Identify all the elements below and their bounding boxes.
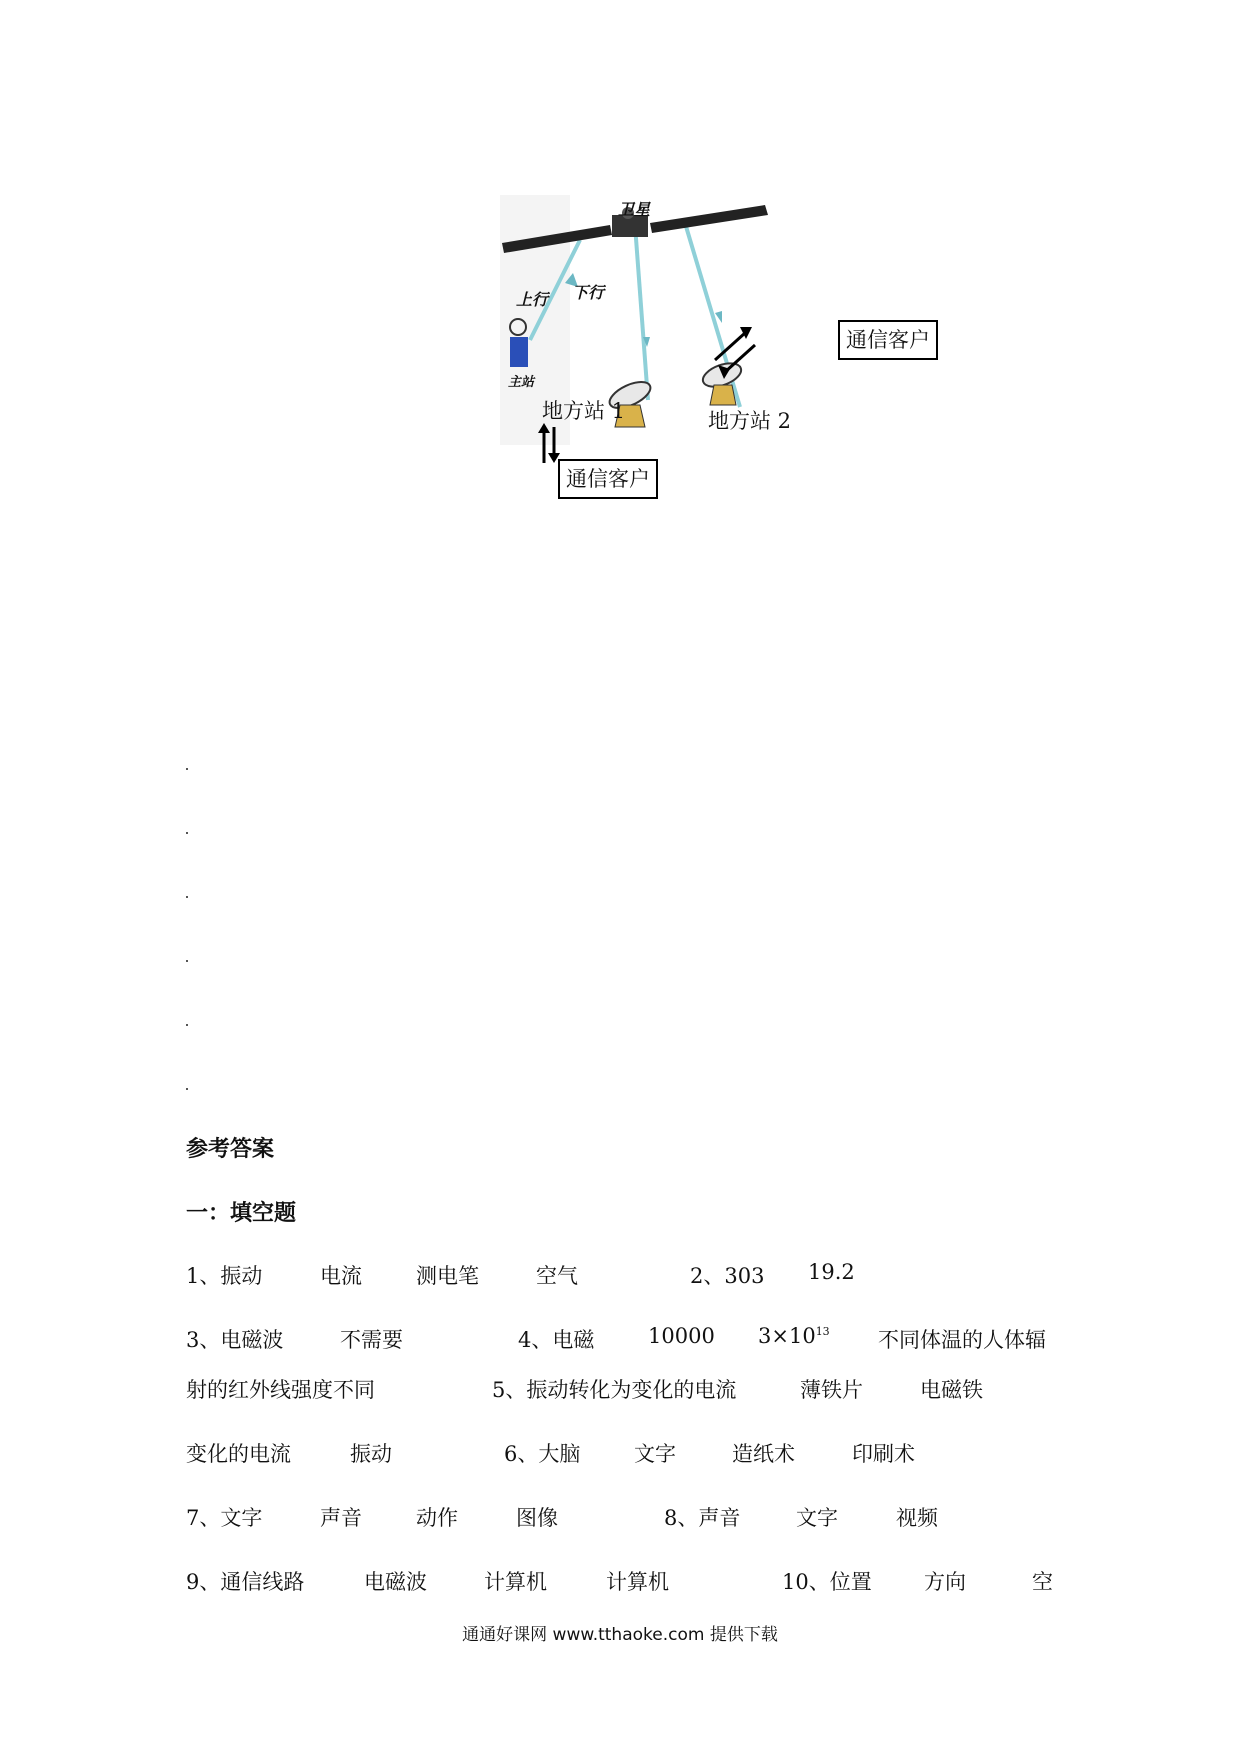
answer-cell: 薄铁片 — [800, 1378, 863, 1402]
answer-cell: 2、303 — [690, 1264, 765, 1288]
answer-cell: 电磁波 — [364, 1570, 427, 1594]
diagram-drawing — [500, 195, 970, 570]
answer-cell: 振动 — [350, 1442, 392, 1466]
answer-cell: 声音 — [320, 1506, 362, 1530]
placeholder-dot — [186, 896, 188, 898]
answer-cell: 计算机 — [606, 1570, 669, 1594]
answer-cell: 计算机 — [484, 1570, 547, 1594]
page-footer: 通通好课网 www.tthaoke.com 提供下载 — [462, 1625, 778, 1645]
answer-cell: 图像 — [516, 1506, 558, 1530]
main-station-label: 主站 — [508, 375, 535, 390]
answer-cell: 空 — [1032, 1570, 1053, 1594]
answer-cell: 空气 — [536, 1264, 578, 1288]
answer-cell: 文字 — [796, 1506, 838, 1530]
answer-cell: 3×10 — [758, 1324, 816, 1348]
answer-cell: 5、振动转化为变化的电流 — [492, 1378, 737, 1402]
answer-cell: 8、声音 — [664, 1506, 741, 1530]
answer-exponent-expression — [758, 1324, 830, 1348]
answer-cell: 7、文字 — [186, 1506, 263, 1530]
answer-cell: 文字 — [634, 1442, 676, 1466]
answer-cell: 不同体温的人体辐 — [878, 1328, 1046, 1352]
placeholder-dot — [186, 1088, 188, 1090]
exponent: 13 — [815, 1325, 830, 1338]
answer-cell: 变化的电流 — [186, 1442, 291, 1466]
client1-box: 通信客户 — [558, 459, 658, 499]
beam-to-station1 — [635, 225, 648, 400]
answer-cell: 10000 — [648, 1324, 715, 1348]
answers-title: 参考答案 — [186, 1137, 275, 1162]
satellite-label: 卫星 — [618, 200, 651, 219]
placeholder-dot — [186, 832, 188, 834]
answer-cell: 不需要 — [340, 1328, 403, 1352]
answer-cell: 3、电磁波 — [186, 1328, 284, 1352]
uplink-label: 上行 — [516, 290, 549, 309]
answer-cell: 造纸术 — [732, 1442, 795, 1466]
answer-cell: 6、大脑 — [504, 1442, 581, 1466]
answer-cell: 印刷术 — [852, 1442, 915, 1466]
placeholder-dot — [186, 1024, 188, 1026]
downlink-label: 下行 — [572, 283, 605, 302]
placeholder-dot — [186, 768, 188, 770]
answer-cell: 9、通信线路 — [186, 1570, 305, 1594]
client2-box: 通信客户 — [838, 320, 938, 360]
answer-cell: 电流 — [320, 1264, 362, 1288]
station1-label: 地方站 1 — [542, 399, 626, 423]
answer-cell: 动作 — [416, 1506, 458, 1530]
answer-cell: 19.2 — [808, 1260, 855, 1284]
answer-cell: 10、位置 — [782, 1570, 872, 1594]
answer-cell: 方向 — [924, 1570, 966, 1594]
answer-cell: 射的红外线强度不同 — [186, 1378, 375, 1402]
section1-heading: 一：填空题 — [186, 1201, 297, 1226]
answer-cell: 4、电磁 — [518, 1328, 595, 1352]
placeholder-dot — [186, 960, 188, 962]
station2-label: 地方站 2 — [708, 409, 792, 433]
answer-cell: 1、振动 — [186, 1264, 263, 1288]
satellite-communication-diagram — [500, 195, 970, 570]
answer-cell: 视频 — [896, 1506, 938, 1530]
answer-cell: 测电笔 — [416, 1264, 479, 1288]
answer-cell: 电磁铁 — [920, 1378, 983, 1402]
